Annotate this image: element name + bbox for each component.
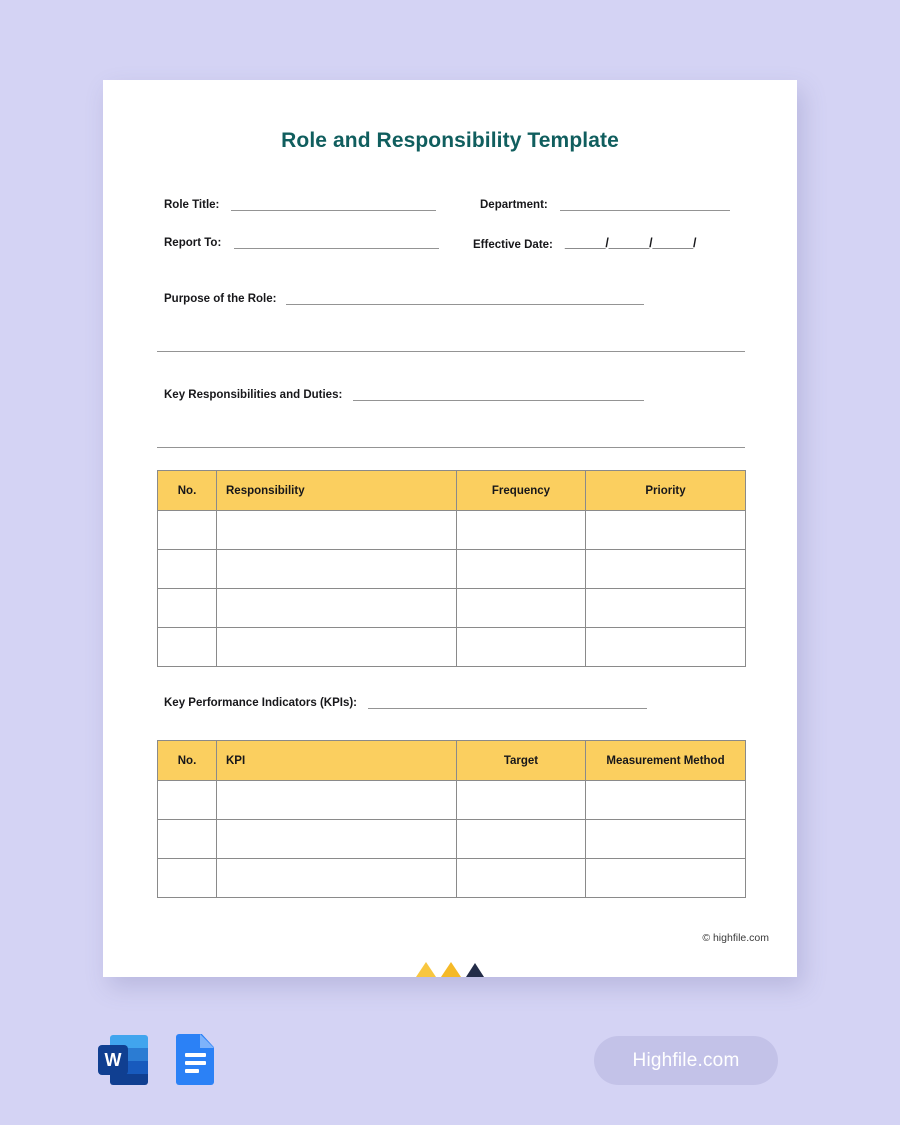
- responsibilities-input-rule-1[interactable]: [353, 400, 644, 401]
- table-header-row: [158, 741, 746, 781]
- cell-no[interactable]: [158, 820, 217, 859]
- report-to-label: Report To:: [164, 237, 222, 249]
- department-input-rule[interactable]: [560, 210, 730, 211]
- cell-priority[interactable]: [586, 628, 746, 667]
- kpi-input-rule[interactable]: [368, 708, 647, 709]
- responsibilities-table: [157, 470, 746, 667]
- table-row[interactable]: [158, 628, 746, 667]
- cell-responsibility[interactable]: [217, 550, 457, 589]
- cell-measurement-method[interactable]: [586, 820, 746, 859]
- table-row[interactable]: [158, 550, 746, 589]
- purpose-input-rule-2[interactable]: [157, 351, 745, 352]
- field-effective-date[interactable]: [473, 237, 696, 251]
- cell-priority[interactable]: [586, 511, 746, 550]
- cell-no[interactable]: [158, 859, 217, 898]
- cell-kpi[interactable]: [217, 781, 457, 820]
- docs-icon-body: [176, 1034, 214, 1085]
- page-title: Role and Responsibility Template: [281, 129, 619, 152]
- microsoft-word-icon[interactable]: [96, 1031, 154, 1089]
- docs-icon-line: [185, 1061, 206, 1065]
- cell-measurement-method[interactable]: [586, 859, 746, 898]
- responsibilities-label: Key Responsibilities and Duties:: [164, 389, 343, 401]
- cell-target[interactable]: [457, 820, 586, 859]
- cell-kpi[interactable]: [217, 859, 457, 898]
- col-header-kpi: KPI: [217, 741, 457, 781]
- cell-priority[interactable]: [586, 550, 746, 589]
- table-row[interactable]: [158, 589, 746, 628]
- highfile-watermark-badge[interactable]: [594, 1036, 778, 1085]
- cell-no[interactable]: [158, 628, 217, 667]
- cell-frequency[interactable]: [457, 550, 586, 589]
- report-to-input-rule[interactable]: [234, 248, 439, 249]
- copyright-notice: © highfile.com: [702, 932, 769, 944]
- effective-date-input[interactable]: ______/______/______/: [564, 236, 697, 250]
- kpi-table: [157, 740, 746, 898]
- cell-responsibility[interactable]: [217, 628, 457, 667]
- cell-frequency[interactable]: [457, 511, 586, 550]
- role-title-input-rule[interactable]: [231, 210, 436, 211]
- highfile-badge-label: Highfile.com: [632, 1049, 740, 1071]
- col-header-responsibility: Responsibility: [217, 471, 457, 511]
- field-role-title[interactable]: [164, 199, 436, 211]
- triangle-yellow-light-icon: [416, 962, 436, 977]
- decorative-triangles: [103, 957, 797, 977]
- table-row[interactable]: [158, 859, 746, 898]
- cell-measurement-method[interactable]: [586, 781, 746, 820]
- kpi-label: Key Performance Indicators (KPIs):: [164, 697, 358, 709]
- col-header-target: Target: [457, 741, 586, 781]
- role-title-label: Role Title:: [164, 199, 220, 211]
- cell-frequency[interactable]: [457, 628, 586, 667]
- cell-no[interactable]: [158, 511, 217, 550]
- cell-no[interactable]: [158, 550, 217, 589]
- field-department[interactable]: [480, 199, 730, 211]
- table-row[interactable]: [158, 781, 746, 820]
- docs-icon-line: [185, 1053, 206, 1057]
- table-row[interactable]: [158, 820, 746, 859]
- col-header-frequency: Frequency: [457, 471, 586, 511]
- cell-responsibility[interactable]: [217, 511, 457, 550]
- google-docs-icon[interactable]: [166, 1031, 224, 1089]
- field-kpi[interactable]: [164, 697, 647, 709]
- field-report-to[interactable]: [164, 237, 439, 249]
- field-key-responsibilities[interactable]: [164, 389, 644, 401]
- triangle-yellow-dark-icon: [441, 962, 461, 977]
- col-header-no: No.: [158, 741, 217, 781]
- responsibilities-input-rule-2[interactable]: [157, 447, 745, 448]
- cell-kpi[interactable]: [217, 820, 457, 859]
- document-page: [103, 80, 797, 977]
- table-row[interactable]: [158, 511, 746, 550]
- cell-no[interactable]: [158, 589, 217, 628]
- purpose-input-rule-1[interactable]: [286, 304, 644, 305]
- file-format-icons: [96, 1031, 224, 1089]
- cell-target[interactable]: [457, 859, 586, 898]
- cell-frequency[interactable]: [457, 589, 586, 628]
- col-header-no: No.: [158, 471, 217, 511]
- department-label: Department:: [480, 199, 548, 211]
- triangle-navy-icon: [466, 963, 484, 977]
- field-purpose-of-role[interactable]: [164, 293, 644, 305]
- col-header-priority: Priority: [586, 471, 746, 511]
- cell-target[interactable]: [457, 781, 586, 820]
- effective-date-label: Effective Date:: [473, 238, 553, 251]
- cell-responsibility[interactable]: [217, 589, 457, 628]
- purpose-label: Purpose of the Role:: [164, 293, 277, 305]
- cell-priority[interactable]: [586, 589, 746, 628]
- table-header-row: [158, 471, 746, 511]
- cell-no[interactable]: [158, 781, 217, 820]
- word-icon-letter: W: [98, 1045, 128, 1075]
- docs-icon-line: [185, 1069, 199, 1073]
- col-header-measurement-method: Measurement Method: [586, 741, 746, 781]
